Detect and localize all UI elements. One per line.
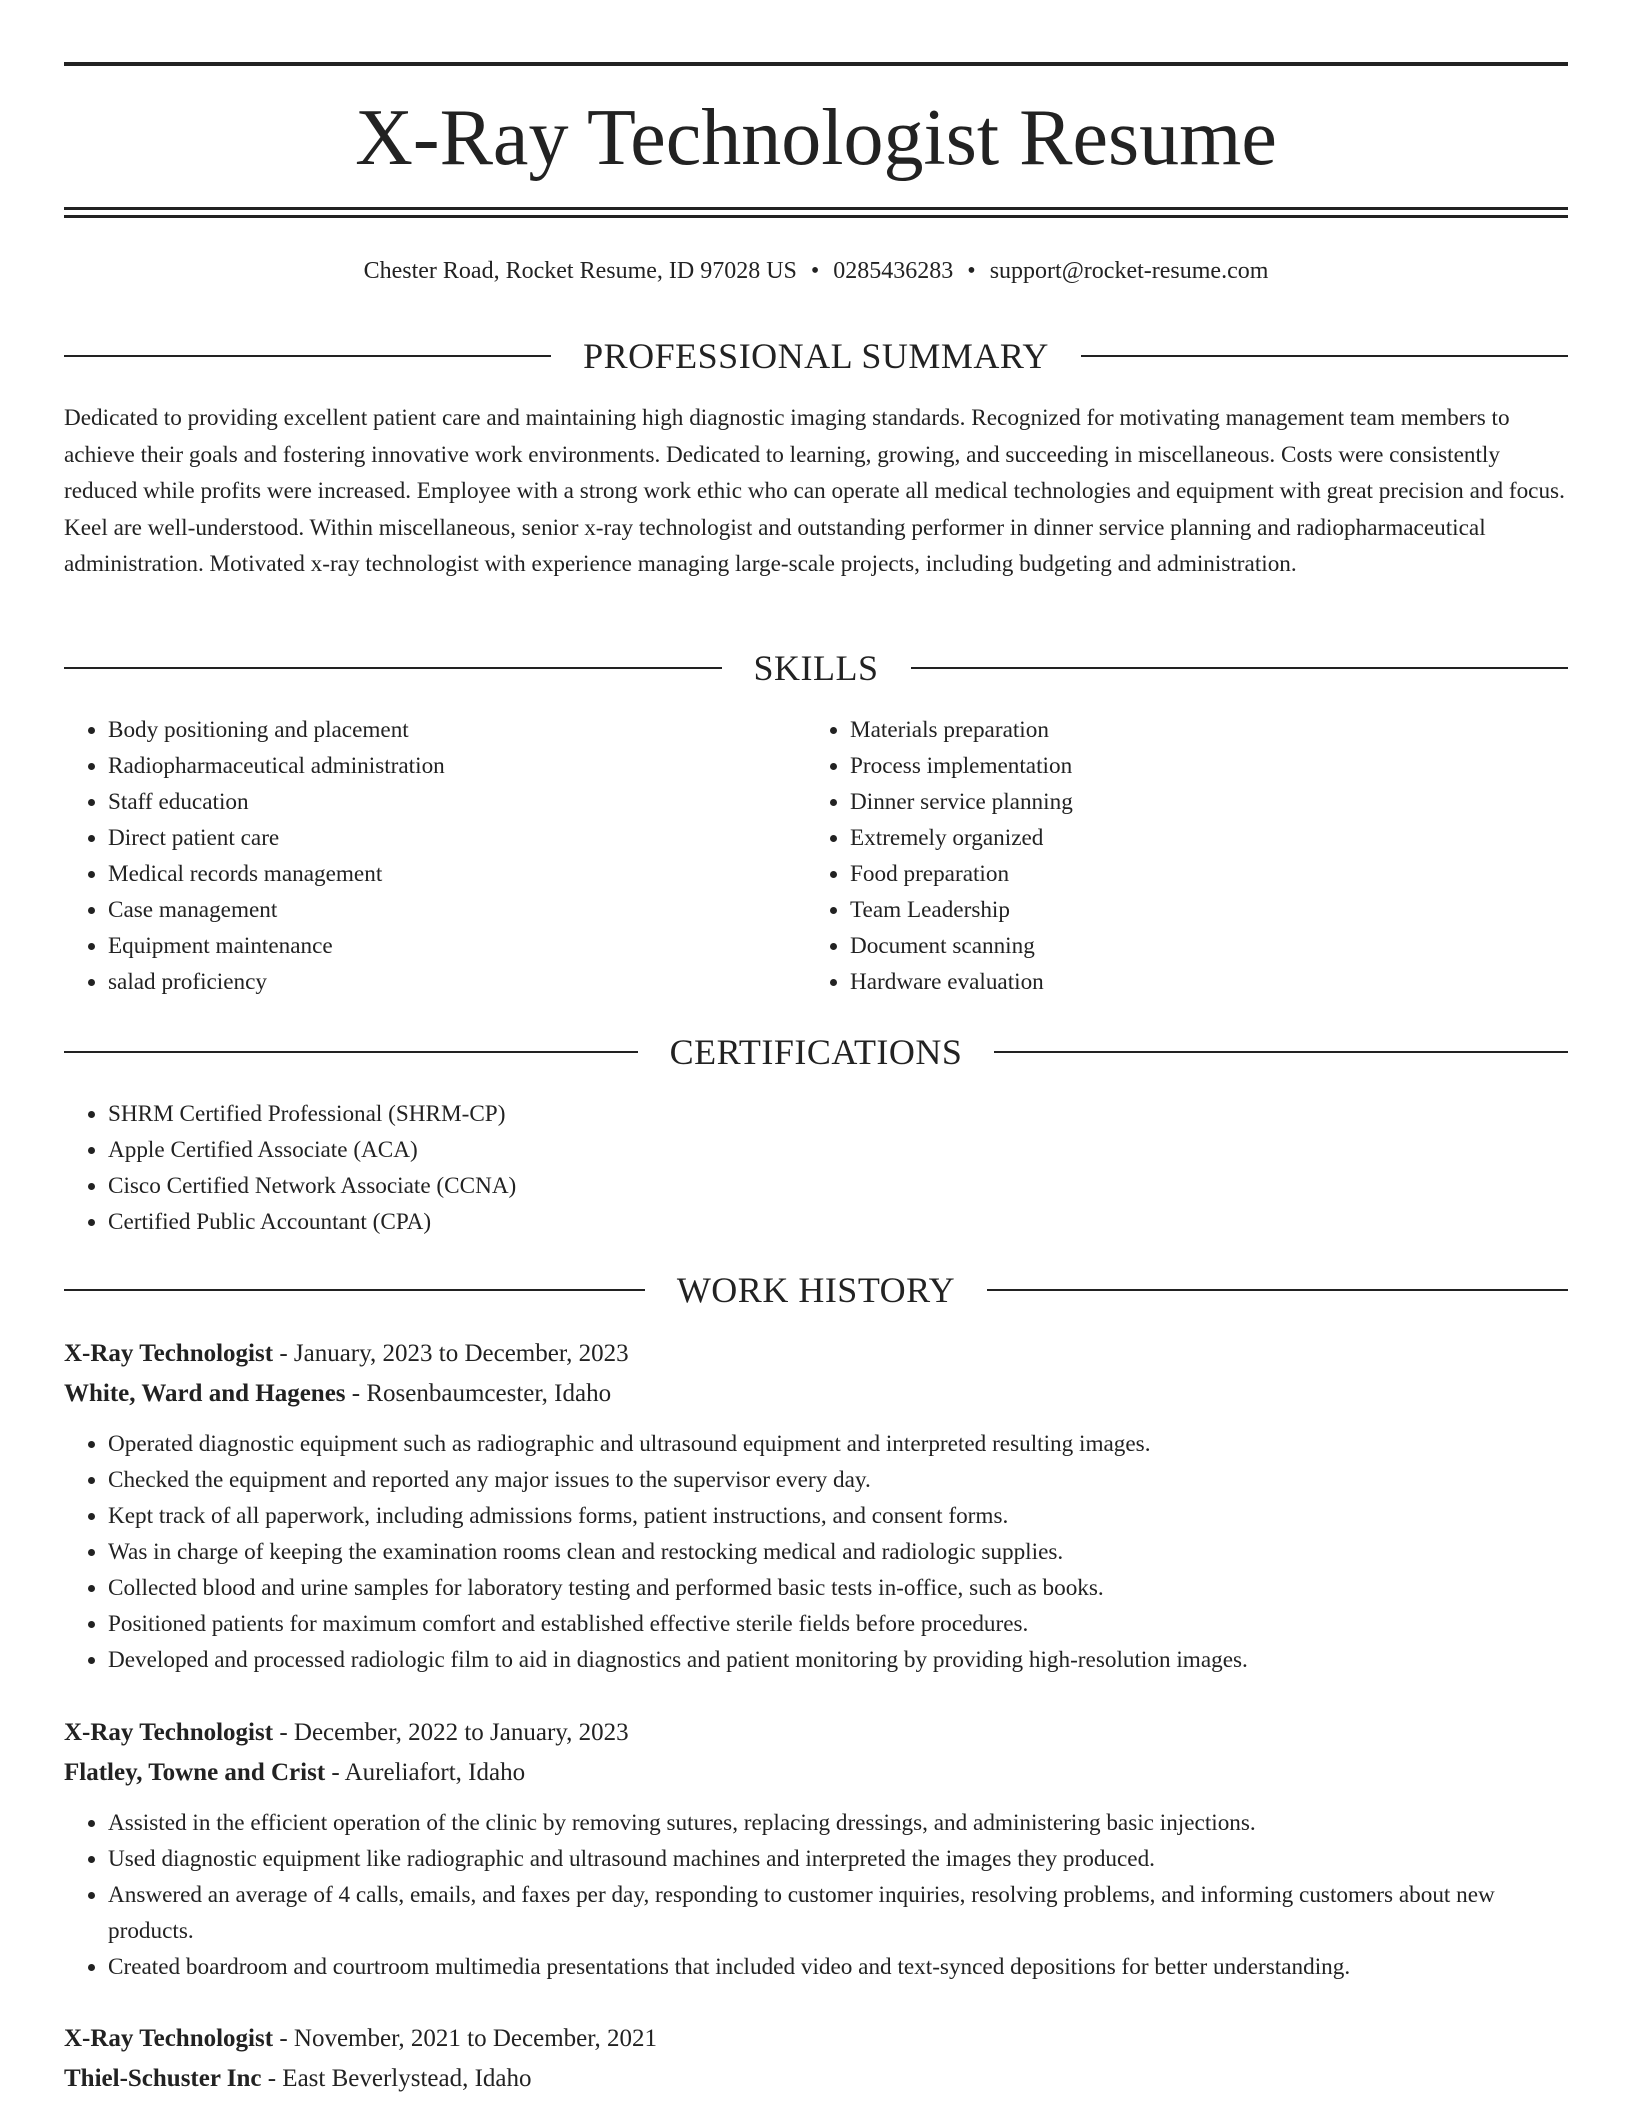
list-item: • Equipment maintenance: [108, 928, 764, 964]
heading-rule: [911, 667, 1569, 669]
list-item: • Operated diagnostic equipment such as radiographic and ultrasound equipment and interpreted resulting images.: [108, 1426, 1568, 1462]
list-item: • Positioned patients for maximum comfort and established effective sterile fields before procedures.: [108, 1606, 1568, 1642]
contact-phone: 0285436283: [833, 258, 954, 284]
section-heading-work-history: [64, 1268, 1568, 1312]
job-title-line: [64, 2019, 1568, 2059]
list-item: • Staff education: [108, 784, 764, 820]
list-item: • Body positioning and placement: [108, 712, 764, 748]
job-location: - East Beverlystead, Idaho: [261, 2065, 532, 2092]
section-title: WORK HISTORY: [676, 1270, 956, 1310]
list-item: • Materials preparation: [850, 712, 1506, 748]
list-item: • Cisco Certified Network Associate (CCNA): [108, 1168, 1064, 1204]
list-item: • Certified Public Accountant (CPA): [108, 1204, 1064, 1240]
heading-rule: [1081, 355, 1568, 357]
list-item: • Was in charge of keeping the examination rooms clean and restocking medical and radiologic supplies.: [108, 1534, 1568, 1570]
job-company: Flatley, Towne and Crist: [64, 1759, 326, 1786]
list-item: • Kept track of all paperwork, including admissions forms, patient instructions, and consent forms.: [108, 1498, 1568, 1534]
heading-rule: [994, 1051, 1568, 1053]
section-title: SKILLS: [753, 648, 879, 688]
list-item: • Medical records management: [108, 856, 764, 892]
job-location: - Aureliafort, Idaho: [325, 1759, 526, 1786]
job-title: X-Ray Technologist: [64, 1719, 274, 1746]
job-entry: [64, 1334, 1568, 1678]
skills-list: [806, 712, 1506, 1000]
list-item: • Extremely organized: [850, 820, 1506, 856]
skills-list: [64, 712, 764, 1000]
contact-email[interactable]: support@rocket-resume.com: [989, 258, 1269, 284]
list-item: • Team Leadership: [850, 892, 1506, 928]
job-entry: [64, 2019, 1568, 2099]
certifications-block: [64, 1096, 1064, 1240]
list-item: • Answered an average of 4 calls, emails, and faxes per day, responding to customer inquiries, resolving problems, and informing customers about new products.: [108, 1877, 1568, 1949]
job-title-line: [64, 1334, 1568, 1374]
section-heading-skills: [64, 646, 1568, 690]
list-item: • Dinner service planning: [850, 784, 1506, 820]
title-double-rule-lower: [64, 215, 1568, 218]
contact-line: [64, 254, 1568, 288]
skills-column-left: [64, 712, 764, 1000]
contact-separator: •: [810, 258, 820, 284]
list-item: • Checked the equipment and reported any major issues to the supervisor every day.: [108, 1462, 1568, 1498]
page-title: X-Ray Technologist Resume: [355, 94, 1277, 182]
job-entry: [64, 1713, 1568, 1985]
list-item: • SHRM Certified Professional (SHRM-CP): [108, 1096, 1064, 1132]
heading-rule: [64, 1051, 638, 1053]
list-item: • Collected blood and urine samples for laboratory testing and performed basic tests in-office, such as books.: [108, 1570, 1568, 1606]
list-item: • Apple Certified Associate (ACA): [108, 1132, 1064, 1168]
section-heading-summary: [64, 334, 1568, 378]
summary-text: Dedicated to providing excellent patient care and maintaining high diagnostic imaging standards. Recognized for motivating management team members to achieve their goals and fostering innovative work environments. Dedicated to learning, growing, and succeeding in miscellaneous. Costs were consistently reduced while profits were increased. Employee with a strong work ethic who can operate all medical technologies and equipment with great precision and focus. Keel are well-understood. Within miscellaneous, senior x-ray technologist and outstanding performer in dinner service planning and radiopharmaceutical administration. Motivated x-ray technologist with experience managing large-scale projects, including budgeting and administration.: [64, 405, 1565, 577]
certifications-list: [64, 1096, 1064, 1240]
list-item: • Used diagnostic equipment like radiographic and ultrasound machines and interpreted the images they produced.: [108, 1841, 1568, 1877]
contact-separator: •: [967, 258, 976, 284]
list-item: • Case management: [108, 892, 764, 928]
title-double-rule-upper: [64, 207, 1568, 210]
job-company-line: [64, 2059, 1568, 2099]
list-item: • Document scanning: [850, 928, 1506, 964]
job-bullets: [64, 1805, 1568, 1985]
section-title: CERTIFICATIONS: [669, 1032, 963, 1072]
job-company-line: [64, 1753, 1568, 1793]
list-item: • Assisted in the efficient operation of the clinic by removing sutures, replacing dressings, and administering basic injections.: [108, 1805, 1568, 1841]
list-item: • Process implementation: [850, 748, 1506, 784]
job-dates: - November, 2021 to December, 2021: [273, 2025, 658, 2052]
job-title: X-Ray Technologist: [64, 2025, 274, 2052]
heading-rule: [64, 667, 722, 669]
list-item: • Direct patient care: [108, 820, 764, 856]
job-location: - Rosenbaumcester, Idaho: [345, 1380, 612, 1407]
job-bullets: [64, 1426, 1568, 1678]
heading-rule: [987, 1289, 1568, 1291]
job-title-line: [64, 1713, 1568, 1753]
job-company: Thiel-Schuster Inc: [64, 2065, 262, 2092]
job-dates: - December, 2022 to January, 2023: [273, 1719, 629, 1746]
list-item: • Hardware evaluation: [850, 964, 1506, 1000]
list-item: • Created boardroom and courtroom multimedia presentations that included video and text-synced depositions for better understanding.: [108, 1949, 1568, 1985]
list-item: • Food preparation: [850, 856, 1506, 892]
job-dates: - January, 2023 to December, 2023: [273, 1340, 629, 1367]
heading-rule: [64, 1289, 645, 1291]
top-rule: [64, 62, 1568, 66]
job-company-line: [64, 1374, 1568, 1414]
job-title: X-Ray Technologist: [64, 1340, 274, 1367]
list-item: • Radiopharmaceutical administration: [108, 748, 764, 784]
contact-address: Chester Road, Rocket Resume, ID 97028 US: [363, 258, 797, 284]
list-item: • salad proficiency: [108, 964, 764, 1000]
heading-rule: [64, 355, 551, 357]
list-item: • Developed and processed radiologic film to aid in diagnostics and patient monitoring by providing high-resolution images.: [108, 1642, 1568, 1678]
skills-column-right: [806, 712, 1506, 1000]
section-title: PROFESSIONAL SUMMARY: [583, 336, 1049, 376]
job-company: White, Ward and Hagenes: [64, 1380, 346, 1407]
section-heading-certifications: [64, 1030, 1568, 1074]
